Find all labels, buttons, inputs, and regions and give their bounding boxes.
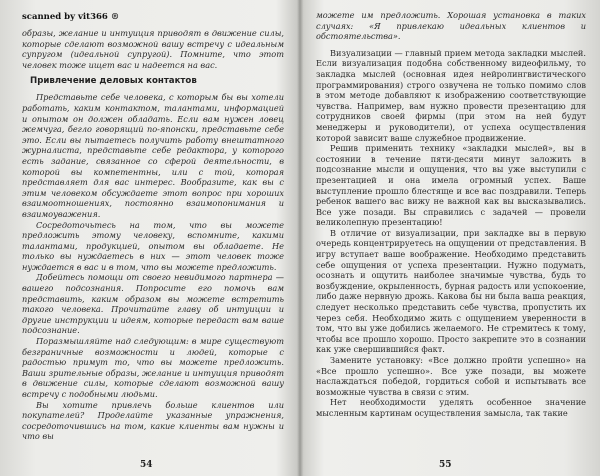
left-paragraph-1: Представьте себе человека, с которым бы вы хотели работать, каким контактом, талантами, информацией и опытом он должен обладать. Если вам нужен ловец жемчуга, бегло говорящий по-японски, представьте себе это. Если вы пытаетесь получить работу внештатного журналиста, представьте себе редактора, у которого есть задание, связанное со сферой деятельности, в которой вы компетентны, или с той, которая представляет для вас интерес. Вообразите, как вы с этим человеком обсуждаете этот вопрос при хороших взаимоотношениях, постоянно взаимопонимания и взаимоуважения. <box>22 92 284 219</box>
left-paragraph-3: Добейтесь помощи от своего невидимого партнера — вашего подсознания. Попросите его помочь вам представить, каким образом вы можете встретить такого человека. Прочитайте главу об интуиции и другие инструкции и идеям, которые передаст вам ваше подсознание. <box>22 272 284 336</box>
left-paragraph-4: Поразмышляйте над следующим: в мире существуют безграничные возможности и людей, которые с радостью примут то, что вы можете предложить. Ваши зрительные образы, желание и интуиция приводят в движение силы, которые сделают возможной вашу встречу с подобными людьми. <box>22 336 284 399</box>
right-top-paragraph: можете им предложить. Хорошая установка в таких случаях: «Я привлекаю идеальных клиентов и обстоятельства». <box>316 10 586 42</box>
right-paragraph-3: В отличие от визуализации, при закладке вы в первую очередь концентрируетесь на ощущении от представления. В игру вступает ваше воображение. Необходимо представить себе ощущения от успеха презентации. Нужно подумать, осознать и ощутить наиболее значимые чувства, будь то возбуждение, окрыленность, бурная радость или успокоение, либо даже нервную дрожь. Какова бы ни была ваша реакция, следует несколько представить себе чувства, пропустить их через себя. Необходимо жить с ощущением уверенности в том, что вы уже добились желаемого. Не стремитесь к тому, чтобы все прошло хорошо. Просто закрепите это в сознании как уже свершившийся факт. <box>316 227 586 355</box>
intro-paragraph: образы, желание и интуиция приводят в движение силы, которые сделают возможной вашу встречу с идеальным супругом (идеальной супругой). Помните, что этот человек тоже ищет вас и надеется на вас. <box>22 28 284 70</box>
right-paragraph-2: Решив применить технику «закладки мыслей», вы в состоянии в течение пяти-десяти минут заложить в подсознание мысли и ощущения, что вы уже выступили с презентацией и она имела огромный успех. Ваше выступление прошло блестяще и все вас поздравили. Теперь ребенок вашего вас вижу не важной как вы высказывались. Все уже позади. Вы справились с задачей — провели великолепную презентацию! <box>316 143 586 228</box>
page-number-right: 55 <box>439 460 452 470</box>
section-heading: Привлечение деловых контактов <box>30 76 197 87</box>
scan-credit: scanned by vit366 ® <box>22 12 120 22</box>
right-paragraph-1: Визуализации — главный прием метода закладки мыслей. Если визуализация подобна собственному видеофильму, то закладка мыслей (основная идея нейролингвистического программирования) строго озвучена не только помимо слов в этом методе добавляют к изображению соответствующие чувства. Например, вам нужно провести презентацию для сотрудников своей фирмы (при этом на ней будут менеджеры и руководители), от успеха осуществления которой зависит ваше служебное продвижение. <box>316 47 586 143</box>
right-paragraph-5: Нет необходимости уделять особенное значение мысленным картинам осуществления замысла, так такие <box>316 397 586 418</box>
right-page <box>304 0 600 476</box>
left-page-body <box>22 28 284 442</box>
right-paragraph-4: Замените установку: «Все должно пройти успешно» на «Все прошло успешно». Все уже позади, вы можете наслаждаться победой, гордиться собой и испытывать все возможные чувства в связи с этим. <box>316 355 586 397</box>
right-page-body <box>316 10 586 419</box>
page-number-left: 54 <box>140 460 153 470</box>
left-paragraph-5: Вы хотите привлечь больше клиентов или покупателей? Проделайте указанные упражнения, сосредоточившись на том, какие клиенты вам нужны и что вы <box>22 399 284 442</box>
left-page <box>0 0 296 476</box>
left-paragraph-2: Сосредоточьтесь на том, что вы можете предложить этому человеку, вспомните, какими талантами, продукцией, опытом вы обладаете. Не только вы нуждаетесь в них — этот человек тоже нуждается в вас и в том, что вы можете предложить. <box>22 219 284 272</box>
